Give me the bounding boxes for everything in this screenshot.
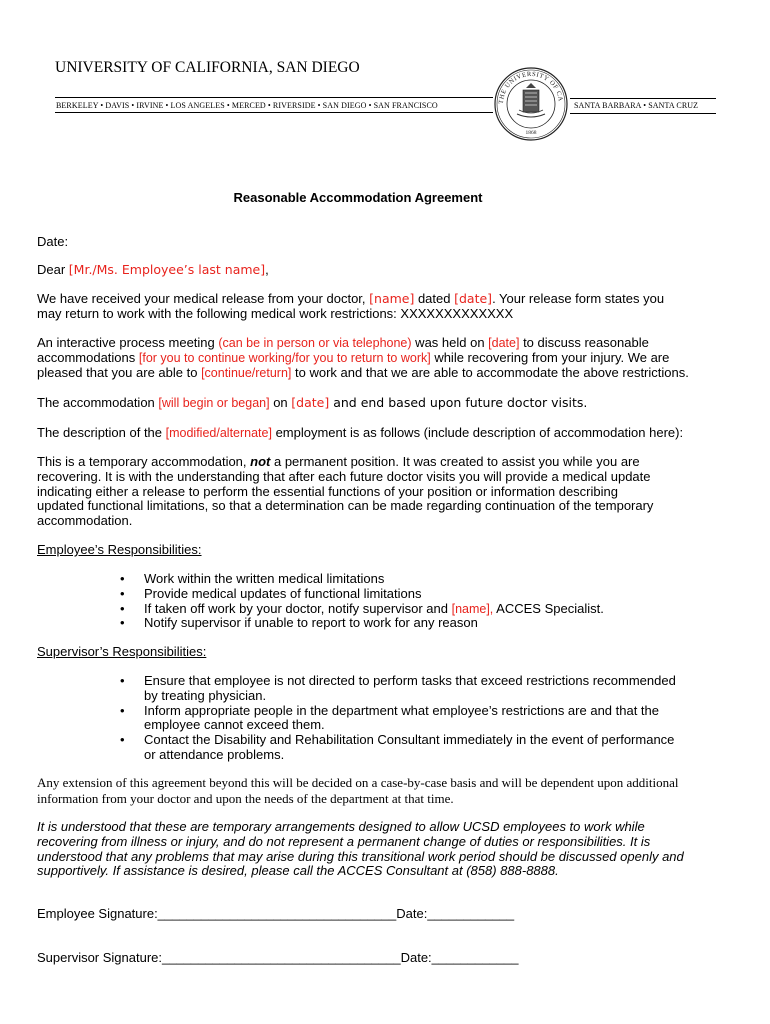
- begin-status-field: [will begin or began]: [158, 396, 270, 410]
- list-item: • Contact the Disability and Rehabilitation Consultant immediately in the event of performance or attendance problems.: [120, 732, 675, 762]
- list-item: • Notify supervisor if unable to report to work for any reason: [120, 615, 478, 631]
- supervisor-signature-line[interactable]: Supervisor Signature:_________________________________Date:____________: [37, 950, 519, 965]
- continue-return-field: [continue/return]: [201, 365, 292, 380]
- paragraph-extension: Any extension of this agreement beyond this will be decided on a case-by-case basis and will be dependent upon additional information from your doctor and upon the needs of the department at that time.: [37, 775, 679, 806]
- accommodation-date-field: [date]: [291, 395, 330, 410]
- campus-list-left: BERKELEY • DAVIS • IRVINE • LOS ANGELES • MERCED • RIVERSIDE • SAN DIEGO • SAN FRANCISCO: [56, 101, 438, 110]
- university-name: UNIVERSITY OF CALIFORNIA, SAN DIEGO: [55, 59, 360, 76]
- document-title: Reasonable Accommodation Agreement: [233, 190, 483, 205]
- paragraph-description: The description of the [modified/alternate] employment is as follows (include description of accommodation here):: [37, 425, 684, 440]
- list-item: • Ensure that employee is not directed to perform tasks that exceed restrictions recommended by treating physician.: [120, 673, 676, 703]
- list-item: • If taken off work by your doctor, notify supervisor and [name], ACCES Specialist.: [120, 600, 604, 616]
- specialist-name-field: [name],: [451, 601, 494, 616]
- paragraph-release: We have received your medical release from your doctor, [name] dated [date]. Your release form states you may return to work with the following medical work restrictions: XXXXXXXXXXXXX: [37, 291, 665, 321]
- campus-list-right: SANTA BARBARA • SANTA CRUZ: [574, 101, 699, 110]
- paragraph-accommodation-dates: The accommodation [will begin or began] on [date] and end based upon future doctor visits.: [37, 395, 588, 410]
- list-item: • Provide medical updates of functional limitations: [120, 585, 422, 601]
- meeting-type-field: (can be in person or via telephone): [218, 336, 412, 350]
- letterhead-rule-right-top: [570, 98, 716, 99]
- supervisor-responsibilities-heading: Supervisor’s Responsibilities:: [37, 644, 207, 659]
- release-date-field: [date]: [454, 291, 493, 306]
- list-item: • Work within the written medical limitations: [120, 571, 385, 586]
- doctor-name-field: [name]: [369, 291, 415, 306]
- paragraph-interactive-meeting: An interactive process meeting (can be in person or via telephone) was held on [date] to discuss reasonable accommodations [for you to continue working/for you to return to work] while recovering from your injury. We are pleased that you are able to [continue/return] to work and that we are able to accommodate the above restrictions.: [37, 335, 689, 380]
- greeting: Dear [Mr./Ms. Employee’s last name],: [37, 262, 269, 277]
- modified-alternate-field: [modified/alternate]: [165, 426, 272, 440]
- letterhead-rule-left-top: [55, 97, 493, 98]
- list-item: • Inform appropriate people in the department what employee’s restrictions are and that the employee cannot exceed them.: [120, 702, 660, 733]
- work-status-field: [for you to continue working/for you to return to work]: [138, 350, 431, 365]
- letterhead-rule-right-bottom: [570, 113, 716, 114]
- employee-name-field: [Mr./Ms. Employee’s last name]: [68, 262, 266, 277]
- seal-text: THE UNIVERSITY OF CA: [497, 70, 564, 105]
- employee-signature-line[interactable]: Employee Signature:_________________________________Date:____________: [37, 906, 515, 921]
- seal-year: 1868: [525, 130, 537, 136]
- employee-responsibilities-heading: Employee’s Responsibilities:: [37, 542, 202, 557]
- supervisor-responsibilities-list: [120, 673, 689, 763]
- meeting-date-field: [date]: [488, 336, 520, 350]
- university-seal: [493, 66, 569, 142]
- date-label: Date:: [37, 234, 69, 249]
- paragraph-closing: It is understood that these are temporary arrangements designed to allow UCSD employees to work while recovering from illness or injury, and do not represent a permanent change of duties or responsibilities. It is understood that any problems that may arise during this transitional work period should be discussed openly and supportively. If assistance is desired, please call the ACCES Consultant at (858) 888-8888.: [37, 819, 684, 879]
- letterhead-rule-left-bottom: [55, 112, 493, 113]
- employee-responsibilities-list: [120, 571, 704, 631]
- paragraph-temporary: This is a temporary accommodation, not a permanent position. It was created to assist you while you are recovering. It is with the understanding that after each future doctor visits you will provide a medical update indicating either a release to perform the essential functions of your position or information describing updated functional limitations, so that a determination can be made regarding continuation of the temporary accommodation.: [37, 454, 654, 529]
